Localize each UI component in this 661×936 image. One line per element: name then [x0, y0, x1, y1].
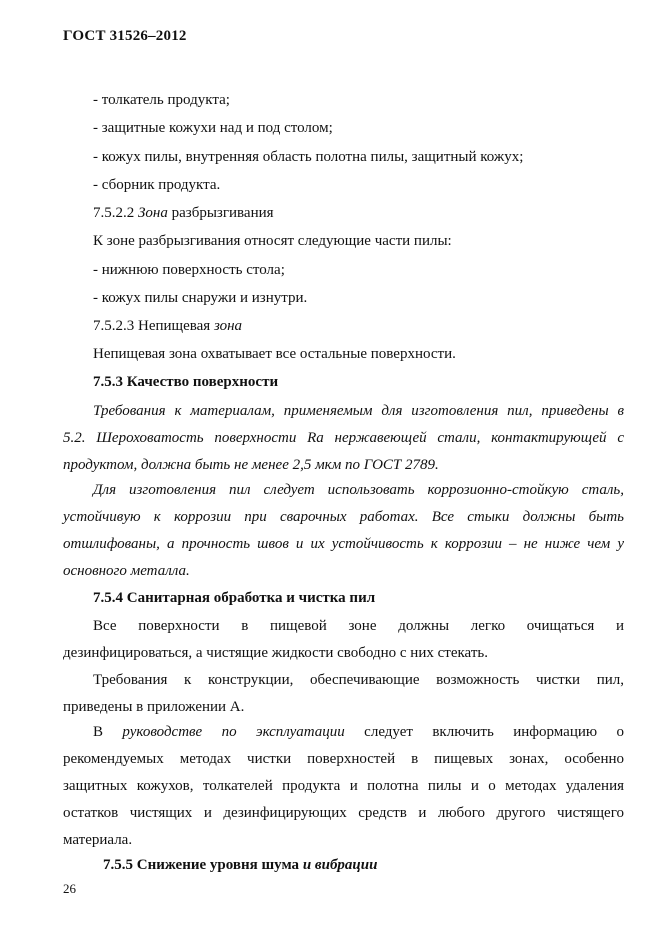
subsection-title-rest: разбрызгивания	[167, 205, 274, 221]
section-heading-7-5-4: 7.5.4 Санитарная обработка и чистка пил	[93, 590, 376, 606]
heading-bold-part: 7.5.5 Снижение уровня шума	[103, 857, 303, 873]
list-item: - сборник продукта.	[93, 177, 221, 193]
paragraph-line: рекомендуемых методах чистки поверхностей в пищевых зонах, особенно	[63, 751, 624, 767]
paragraph-line: основного металла.	[63, 563, 190, 579]
paragraph-text: Непищевая зона охватывает все остальные поверхности.	[93, 346, 456, 362]
section-heading-7-5-3: 7.5.3 Качество поверхности	[93, 374, 279, 390]
paragraph-line: отшлифованы, а прочность швов и их устойчивость к коррозии – не ниже чем у	[63, 536, 624, 552]
paragraph-line: материала.	[63, 832, 133, 848]
list-item: - толкатель продукта;	[93, 92, 230, 108]
list-item: - нижнюю поверхность стола;	[93, 262, 285, 278]
page-number: 26	[63, 881, 76, 896]
paragraph-line: защитных кожухов, толкателей продукта и полотна пилы и о методах удаления	[63, 778, 624, 794]
paragraph-line: остатков чистящих и дезинфицирующих средств и любого другого чистящего	[63, 805, 624, 821]
list-item: - кожух пилы, внутренняя область полотна пилы, защитный кожух;	[93, 149, 524, 165]
paragraph-line: Для изготовления пил следует использовать коррозионно-стойкую сталь,	[93, 482, 624, 498]
document-header: ГОСТ 31526–2012	[63, 28, 187, 44]
paragraph-text: К зоне разбрызгивания относят следующие части пилы:	[93, 233, 452, 249]
paragraph-line: приведены в приложении А.	[63, 699, 245, 715]
paragraph-line: Все поверхности в пищевой зоне должны легко очищаться и	[93, 618, 624, 634]
paragraph-line: Требования к конструкции, обеспечивающие возможность чистки пил,	[93, 672, 624, 688]
list-item: - защитные кожухи над и под столом;	[93, 120, 333, 136]
paragraph-line: устойчивую к коррозии при сварочных работах. Все стыки должны быть	[63, 509, 624, 525]
paragraph-line: Требования к материалам, применяемым для изготовления пил, приведены в	[93, 403, 624, 419]
manual-reference: руководстве по эксплуатации	[122, 724, 345, 740]
paragraph-line: 5.2. Шероховатость поверхности Ra нержавеющей стали, контактирующей с	[63, 430, 624, 446]
subsection-number: 7.5.2.3 Непищевая	[93, 318, 214, 334]
subsection-italic-word: зона	[213, 318, 243, 334]
paragraph-line	[63, 722, 624, 742]
section-heading-7-5-5	[103, 855, 377, 875]
paragraph-line: дезинфицироваться, а чистящие жидкости свободно с них стекать.	[63, 645, 488, 661]
list-item: - кожух пилы снаружи и изнутри.	[93, 290, 308, 306]
heading-bold-italic-part: и вибрации	[302, 857, 378, 873]
paragraph-line: продуктом, должна быть не менее 2,5 мкм по ГОСТ 2789.	[63, 457, 439, 473]
subsection-heading-7-5-2-3	[93, 316, 242, 336]
paragraph-fragment: В	[93, 724, 123, 740]
subsection-italic-word: Зона	[138, 205, 168, 221]
subsection-number: 7.5.2.2	[93, 205, 138, 221]
paragraph-fragment: следует включить информацию о	[344, 724, 624, 740]
subsection-heading-7-5-2-2	[93, 203, 274, 223]
